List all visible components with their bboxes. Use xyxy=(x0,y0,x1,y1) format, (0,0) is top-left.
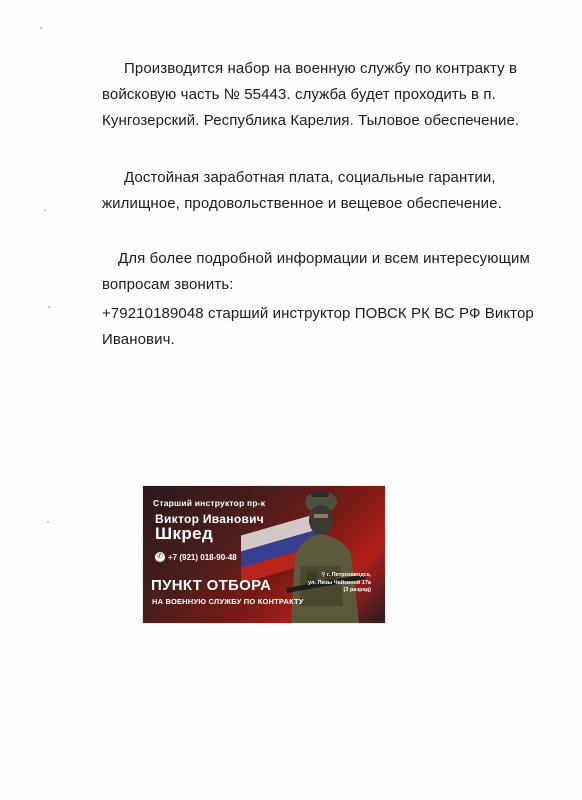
card-name: Виктор Иванович xyxy=(155,512,265,526)
card-heading: ПУНКТ ОТБОРА xyxy=(151,577,272,594)
business-card xyxy=(143,486,385,623)
paragraph-recruitment: Производится набор на военную службу по контракту в войсковую часть № 55443. служба будет проходить в п. Кунгозерский. Республика Карелия. Тыловое обеспечение. xyxy=(102,60,520,129)
paragraph-contact-intro: Для более подробной информации и всем интересующим вопросам звонить: xyxy=(102,250,530,293)
scan-speck xyxy=(40,27,42,29)
paragraph-benefits: Достойная заработная плата, социальные гарантии, жилищное, продовольственное и вещевое обеспечение. xyxy=(102,169,502,212)
card-phone: +7 (921) 018-90-48 xyxy=(168,552,237,562)
card-address-line2: ул. Лизы Чайкиной 17а xyxy=(308,579,371,586)
card-address xyxy=(308,572,371,595)
scan-speck xyxy=(44,209,46,211)
card-address-line3: (3 разряд) xyxy=(343,587,371,593)
phone-icon: ✆ xyxy=(155,552,165,562)
card-address-line1: г. Петрозаводск, xyxy=(326,572,371,578)
location-icon: ⚲ г. Петрозаводск, xyxy=(321,572,371,578)
scan-speck xyxy=(47,521,49,523)
scan-speck xyxy=(48,306,50,308)
card-title: Старший инструктор пр-к xyxy=(153,498,266,508)
card-phone-row xyxy=(155,552,237,562)
card-subheading: НА ВОЕННУЮ СЛУЖБУ ПО КОНТРАКТУ xyxy=(152,597,304,606)
card-surname: Шкред xyxy=(155,524,214,543)
paragraph-contact-phone: +79210189048 старший инструктор ПОВСК РК ВС РФ Виктор Иванович. xyxy=(102,305,534,348)
